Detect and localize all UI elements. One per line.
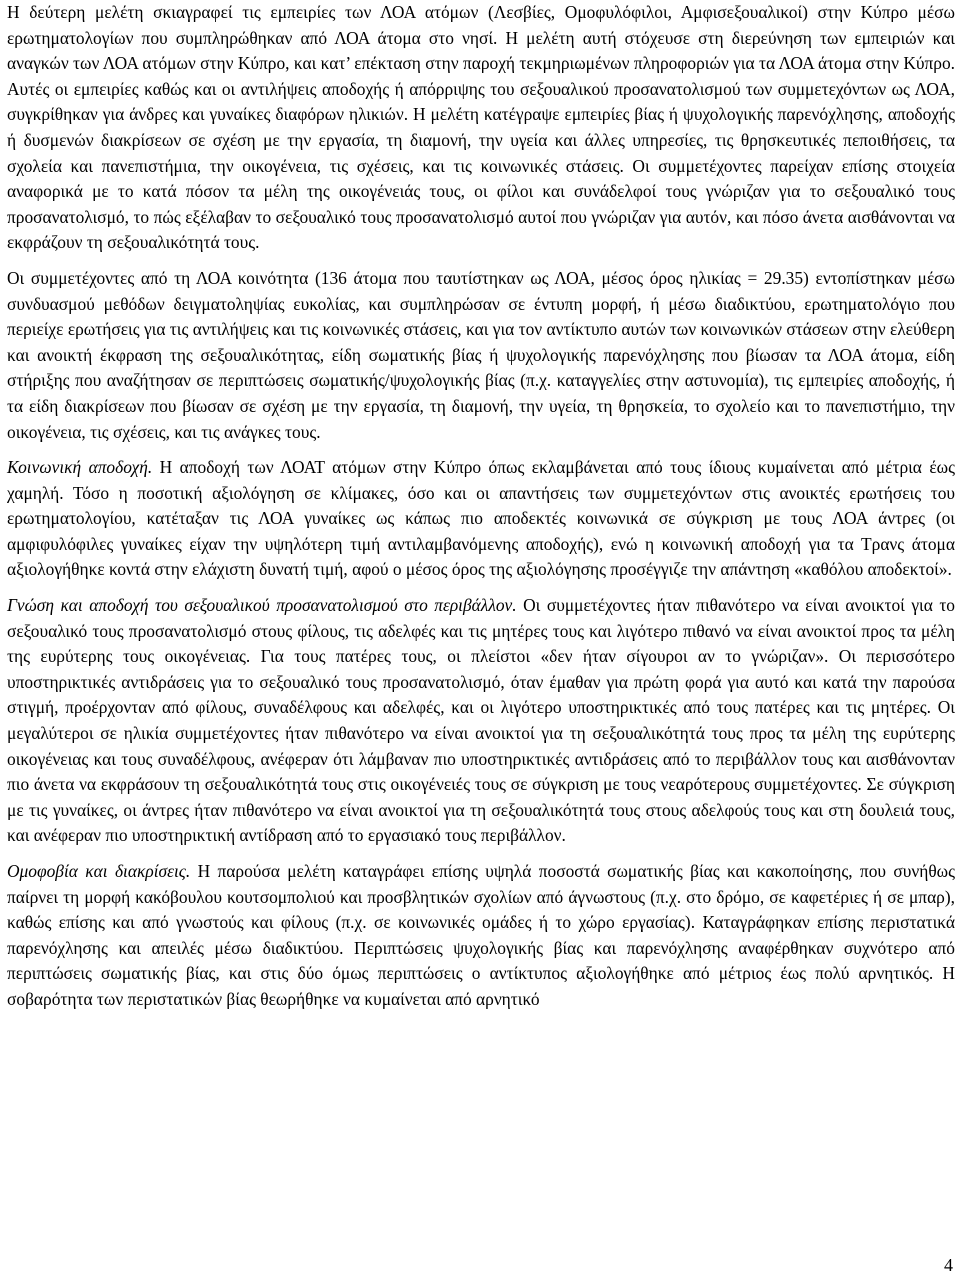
paragraph-1-text: Η δεύτερη μελέτη σκιαγραφεί τις εμπειρίες των ΛΟΑ ατόμων (Λεσβίες, Ομοφυλόφιλοι, Αμφισεξουαλικοί) στην Κύπρο μέσω ερωτηματολογίων που συμπληρώθηκαν από ΛΟΑ άτομα στο νησί. Η μελέτη αυτή στόχευσε στη διερεύνηση των εμπειριών και αναγκών των ΛΟΑ ατόμων στην Κύπρο, και κατ’ επέκταση στην παροχή τεκμηριωμένων πληροφοριών για τα ΛΟΑ άτομα στην Κύπρο. Αυτές οι εμπειρίες καθώς και οι αντιλήψεις αποδοχής ή απόρριψης του σεξουαλικού προσανατολισμού των συμμετεχόντων ως ΛΟΑ, συγκρίθηκαν για άνδρες και γυναίκες διαφόρων ηλικιών. Η μελέτη κατέγραψε εμπειρίες βίας ή ψυχολογικής παρενόχλησης, αποδοχής ή δυσμενών διακρίσεων σε σχέση με την εργασία, τη διαμονή, την υγεία και άλλες υπηρεσίες, τις θρησκευτικές πεποιθήσεις, τα σχολεία και πανεπιστήμια, την οικογένεια, τις σχέσεις, και τις κοινωνικές στάσεις. Οι συμμετέχοντες παρείχαν επίσης στοιχεία αναφορικά με το κατά πόσον τα μέλη της οικογένειάς τους, οι φίλοι και συνάδελφοί τους γνώριζαν για το σεξουαλικό τους προσανατολισμό, το πώς εξέλαβαν το σεξουαλικό τους προσανατολισμό αυτοί που γνώριζαν για αυτόν, και πόσο άνετα αισθάνονται να εκφράζουν τη σεξουαλικότητά τους. <box>7 2 955 253</box>
paragraph-homophobia-heading: Ομοφοβία και διακρίσεις. <box>7 861 191 881</box>
paragraph-1 <box>7 0 955 256</box>
paragraph-social-acceptance <box>7 455 955 583</box>
paragraph-2-text: Οι συμμετέχοντες από τη ΛΟΑ κοινότητα (136 άτομα που ταυτίστηκαν ως ΛΟΑ, μέσος όρος ηλικίας = 29.35) εντοπίστηκαν μέσω συνδυασμού μεθόδων δειγματοληψίας ευκολίας, και συμπληρώσαν σε έντυπη μορφή, ή μέσω διαδικτύου, ερωτηματολόγιο που περιείχε ερωτήσεις για τις αντιλήψεις και τις κοινωνικές στάσεις, και για τον αντίκτυπο αυτών των κοινωνικών στάσεων στην ελεύθερη και ανοικτή έκφραση της σεξουαλικότητας, είδη σωματικής βίας ή ψυχολογικής παρενόχλησης που βίωσαν τα ΛΟΑ άτομα, είδη στήριξης που αναζήτησαν σε περιπτώσεις σωματικής/ψυχολογικής βίας (π.χ. καταγγελίες στην αστυνομία), τις εμπειρίες αποδοχής, ή τα είδη διακρίσεων που βίωσαν σε σχέση με την εργασία, τη διαμονή, την υγεία, τη θρησκεία, το σχολείο και το πανεπιστήμιο, την οικογένεια, τις σχέσεις, και τις ανάγκες τους. <box>7 267 955 442</box>
paragraph-2 <box>7 266 955 445</box>
document-page <box>7 0 955 1023</box>
paragraph-orientation-awareness <box>7 593 955 849</box>
paragraph-social-acceptance-text: Η αποδοχή των ΛΟΑΤ ατόμων στην Κύπρο όπως εκλαμβάνεται από τους ίδιους κυμαίνεται από μέτρια έως χαμηλή. Τόσο η ποσοτική αξιολόγηση σε κλίμακες, όσο και οι απαντήσεις των συμμετεχόντων στις ανοικτές ερωτήσεις του ερωτηματολογίου, κατέταξαν τις ΛΟΑ γυναίκες ως κάπως πιο αποδεκτές κοινωνικά σε σύγκριση με τους ΛΟΑ άντρες (οι αμφιφυλόφιλες γυναίκες είχαν την υψηλότερη τιμή αντιλαμβανόμενης αποδοχής), ενώ η κοινωνική αποδοχή για τα Τρανς άτομα αξιολογήθηκε κοντά στην ελάχιστη δυνατή τιμή, αφού ο μέσος όρος της αξιολόγησης προσέγγιζε την απάντηση «καθόλου αποδεκτοί». <box>7 457 955 580</box>
paragraph-orientation-awareness-text: Οι συμμετέχοντες ήταν πιθανότερο να είναι ανοικτοί για το σεξουαλικό τους προσανατολισμό στους φίλους, τις αδελφές και τις μητέρες τους και λιγότερο πιθανό να είναι ανοικτοί προς τα μέλη της ευρύτερης τους οικογένειας. Για τους πατέρες τους, οι πλείστοι «δεν ήταν σίγουροι αν το γνώριζαν». Οι περισσότερο υποστηρικτικές αντιδράσεις για το σεξουαλικό τους προσανατολισμό, όταν έμαθαν για πρώτη φορά για αυτό και κατά την παρούσα στιγμή, προέρχονταν από φίλους, συναδέλφους και αδελφές, και οι λιγότερο υποστηρικτικές από τους πατέρες και τις μητέρες. Οι μεγαλύτεροι σε ηλικία συμμετέχοντες ήταν πιθανότερο να είναι ανοικτοί για τη σεξουαλικότητά τους προς τα μέλη της ευρύτερης οικογένειας και τους συναδέλφους, ανέφεραν ότι λάμβαναν πιο υποστηρικτικές αντιδράσεις από το περιβάλλον τους και αισθάνονταν πιο άνετα να εκφράσουν τη σεξουαλικότητά τους στις οικογένειές τους σε σύγκριση με τους νεαρότερους συμμετέχοντες. Σε σύγκριση με τις γυναίκες, οι άντρες ήταν πιθανότερο να είναι ανοικτοί για τη σεξουαλικότητά τους στους αδελφούς τους και στη δουλειά τους, και ανέφεραν πιο υποστηρικτική αντίδραση από το εργασιακό τους περιβάλλον. <box>7 595 956 846</box>
paragraph-orientation-awareness-heading: Γνώση και αποδοχή του σεξουαλικού προσανατολισμού στο περιβάλλον. <box>7 595 517 616</box>
paragraph-homophobia-text: Η παρούσα μελέτη καταγράφει επίσης υψηλά ποσοστά σωματικής βίας και κακοποίησης, που συνήθως παίρνει τη μορφή κακόβουλου κουτσομπολιού και προσβλητικών σχολίων από άγνωστους (π.χ. στο δρόμο, σε καφετέριες ή σε μπαρ), καθώς επίσης και από γνωστούς και φίλους (π.χ. σε κοινωνικές ομάδες ή το χώρο εργασίας). Καταγράφηκαν επίσης περιστατικά παρενόχλησης και απειλές μέσω διαδικτύου. Περιπτώσεις ψυχολογικής βίας και παρενόχλησης αναφέρθηκαν συχνότερο από περιπτώσεις σωματικής βίας, και στις δύο όμως περιπτώσεις ο αντίκτυπος αξιολογήθηκε από μέτριος έως πολύ αρνητικός. Η σοβαρότητα των περιστατικών βίας θεωρήθηκε να κυμαίνεται από αρνητικό <box>7 861 955 1009</box>
page-number: 4 <box>944 1255 953 1275</box>
paragraph-homophobia <box>7 859 955 1013</box>
paragraph-social-acceptance-heading: Κοινωνική αποδοχή. <box>7 457 153 478</box>
